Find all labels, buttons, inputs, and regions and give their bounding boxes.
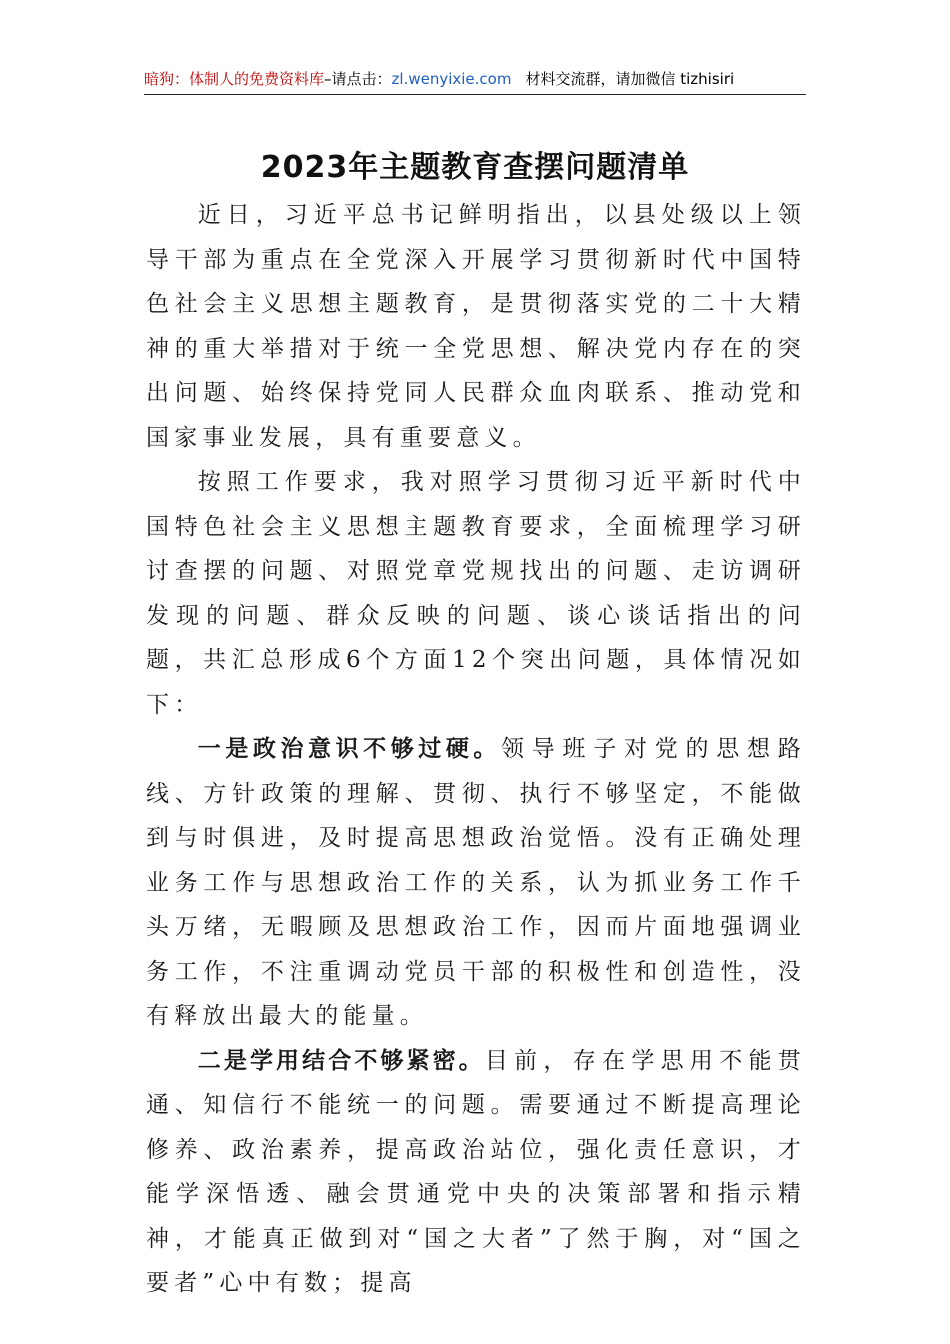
header-contact: 材料交流群，请加微信 tizhisiri [525, 70, 735, 88]
paragraph-issue-1 [146, 727, 806, 1039]
issue-2-body: 目前，存在学思用不能贯通、知信行不能统一的问题。需要通过不断提高理论修养、政治素养，提高政治站位，强化责任意识，才能学深悟透、融会贯通党中央的决策部署和指示精神，才能真正做到对“国之大者”了然于胸，对“国之要者”心中有数；提高 [146, 1047, 807, 1296]
document-title: 2023年主题教育查摆问题清单 [260, 150, 690, 186]
header-brand: 暗狗：体制人的免费资料库 [144, 70, 325, 88]
page-header [144, 66, 806, 92]
issue-1-heading: 一是政治意识不够过硬。 [197, 736, 501, 762]
paragraph-summary: 按照工作要求，我对照学习贯彻习近平新时代中国特色社会主义思想主题教育要求，全面梳理学习研讨查摆的问题、对照党章党规找出的问题、走访调研发现的问题、群众反映的问题、谈心谈话指出的问题，共汇总形成6个方面12个突出问题，具体情况如下： [146, 469, 806, 718]
issue-1-body: 领导班子对党的思想路线、方针政策的理解、贯彻、执行不够坚定，不能做到与时俱进，及时提高思想政治觉悟。没有正确处理业务工作与思想政治工作的关系，认为抓业务工作千头万绪，无暇顾及思想政治工作，因而片面地强调业务工作，不注重调动党员干部的积极性和创造性，没有释放出最大的能量。 [146, 736, 806, 1029]
header-link[interactable]: zl.wenyixie.com [391, 70, 512, 88]
header-divider [144, 94, 806, 95]
document-body [146, 193, 806, 1306]
issue-2-heading: 二是学用结合不够紧密。 [197, 1047, 485, 1074]
paragraph-issue-2 [146, 1039, 806, 1306]
header-prompt: –请点击： [324, 70, 392, 88]
paragraph-intro: 近日，习近平总书记鲜明指出，以县处级以上领导干部为重点在全党深入开展学习贯彻新时代中国特色社会主义思想主题教育，是贯彻落实党的二十大精神的重大举措对于统一全党思想、解决党内存在的突出问题、始终保持党同人民群众血肉联系、推动党和国家事业发展，具有重要意义。 [146, 202, 806, 451]
